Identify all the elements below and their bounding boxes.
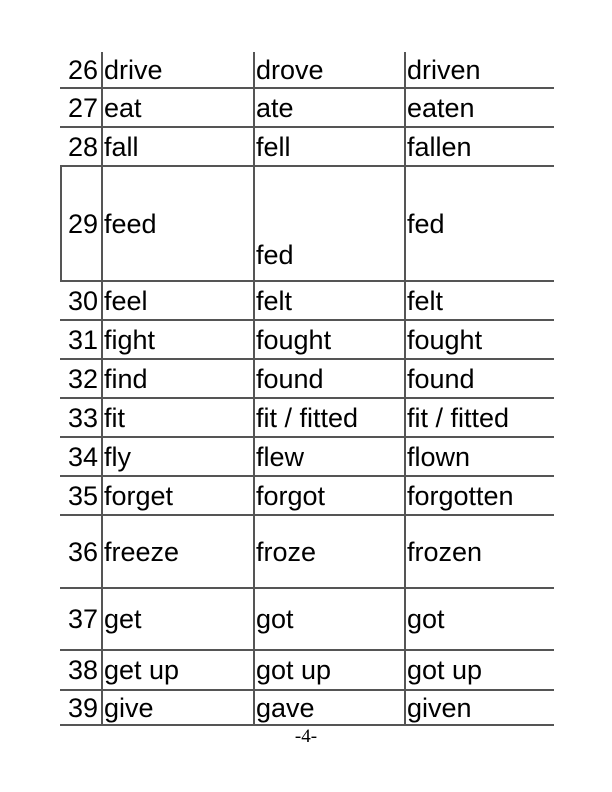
cell-base: get xyxy=(104,604,142,634)
cell-num: 39 xyxy=(67,693,98,723)
row-divider xyxy=(60,514,554,516)
cell-num: 32 xyxy=(67,364,98,394)
cell-participle: fought xyxy=(407,325,483,355)
cell-num: 36 xyxy=(67,537,98,567)
row-divider xyxy=(60,165,554,167)
cell-past: froze xyxy=(256,537,317,567)
cell-base: eat xyxy=(104,93,142,123)
cell-past: drove xyxy=(256,55,324,85)
cell-past: fed xyxy=(256,240,294,270)
row-divider xyxy=(60,87,554,89)
cell-base: fall xyxy=(104,132,139,162)
column-divider xyxy=(101,52,103,724)
cell-base: feed xyxy=(104,209,157,239)
cell-participle: given xyxy=(407,693,472,723)
cell-base: get up xyxy=(104,655,180,685)
row-divider xyxy=(60,689,554,691)
column-divider xyxy=(253,52,255,724)
cell-participle: fallen xyxy=(407,132,472,162)
row-divider xyxy=(60,358,554,360)
column-divider xyxy=(404,52,406,724)
row-29-left-border xyxy=(60,167,62,280)
cell-base: find xyxy=(104,364,148,394)
cell-base: give xyxy=(104,693,154,723)
cell-num: 27 xyxy=(67,93,98,123)
cell-base: fit xyxy=(104,403,126,433)
cell-participle: fit / fitted xyxy=(407,403,510,433)
cell-past: gave xyxy=(256,693,315,723)
cell-participle: felt xyxy=(407,286,444,316)
cell-participle: frozen xyxy=(407,537,483,567)
cell-past: got xyxy=(256,604,294,634)
cell-base: feel xyxy=(104,286,148,316)
cell-participle: flown xyxy=(407,442,471,472)
cell-num: 33 xyxy=(67,403,98,433)
row-divider xyxy=(60,126,554,128)
cell-participle: got up xyxy=(407,655,483,685)
cell-base: freeze xyxy=(104,537,180,567)
cell-num: 35 xyxy=(67,481,98,511)
cell-past: ate xyxy=(256,93,294,123)
row-divider xyxy=(60,436,554,438)
cell-past: fought xyxy=(256,325,332,355)
cell-num: 28 xyxy=(67,132,98,162)
cell-participle: found xyxy=(407,364,475,394)
cell-past: found xyxy=(256,364,324,394)
row-divider xyxy=(60,475,554,477)
cell-past: forgot xyxy=(256,481,326,511)
cell-num: 31 xyxy=(67,325,98,355)
cell-base: forget xyxy=(104,481,174,511)
cell-past: felt xyxy=(256,286,293,316)
cell-past: fit / fitted xyxy=(256,403,359,433)
cell-participle: forgotten xyxy=(407,481,514,511)
row-divider xyxy=(60,587,554,589)
cell-num: 37 xyxy=(67,604,98,634)
cell-participle: driven xyxy=(407,55,481,85)
row-divider xyxy=(60,280,554,282)
cell-num: 38 xyxy=(67,655,98,685)
cell-past: got up xyxy=(256,655,332,685)
row-divider xyxy=(60,649,554,651)
cell-past: fell xyxy=(256,132,291,162)
row-divider xyxy=(60,319,554,321)
cell-num: 26 xyxy=(67,55,98,85)
cell-num: 29 xyxy=(67,209,98,239)
cell-past: flew xyxy=(256,442,305,472)
cell-participle: eaten xyxy=(407,93,475,123)
page-number: -4- xyxy=(294,726,318,747)
cell-base: fly xyxy=(104,442,131,472)
cell-base: fight xyxy=(104,325,156,355)
cell-participle: fed xyxy=(407,209,445,239)
cell-base: drive xyxy=(104,55,163,85)
row-divider xyxy=(60,397,554,399)
cell-num: 34 xyxy=(67,442,98,472)
cell-participle: got xyxy=(407,604,445,634)
cell-num: 30 xyxy=(67,286,98,316)
